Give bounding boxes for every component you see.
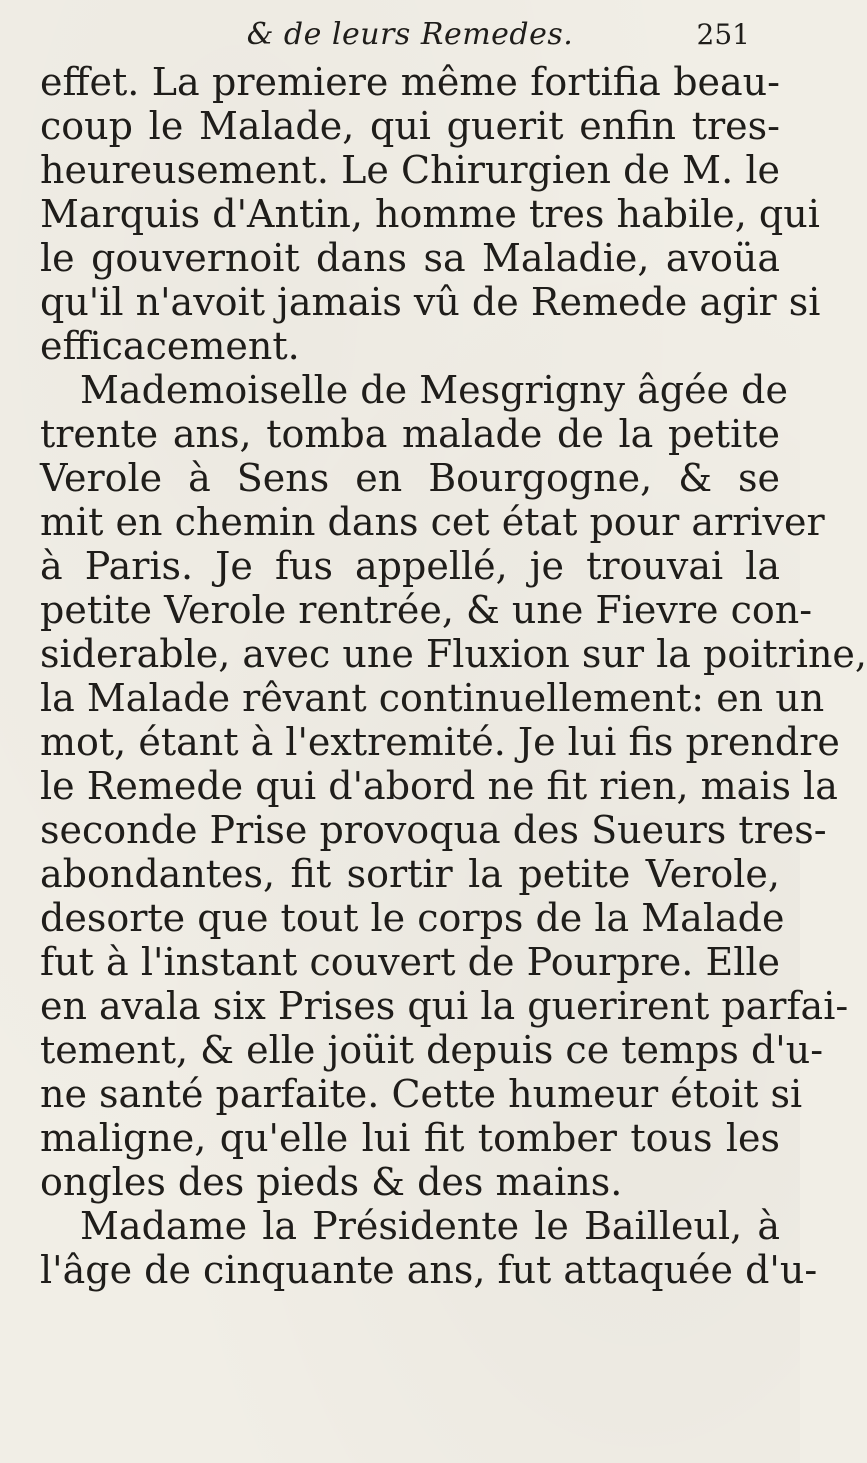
text-line: tement, & elle joüit depuis ce temps d'u- xyxy=(40,1028,824,1072)
text-line: en avala six Prises qui la guerirent parfai- xyxy=(40,984,849,1028)
text-line: ne santé parfaite. Cette humeur étoit si xyxy=(40,1072,803,1116)
text-line: à Paris. Je fus appellé, je trouvai la xyxy=(40,544,780,588)
text-line: Verole à Sens en Bourgogne, & se xyxy=(40,456,780,500)
text-line: efficacement. xyxy=(40,324,300,368)
text-line: petite Verole rentrée, & une Fievre con- xyxy=(40,588,813,632)
text-line: fut à l'instant couvert de Pourpre. Elle xyxy=(40,940,780,984)
text-line: maligne, qu'elle lui fit tomber tous les xyxy=(40,1116,780,1160)
body-text xyxy=(40,60,867,1292)
text-line: abondantes, fit sortir la petite Verole, xyxy=(40,852,780,896)
text-line: ongles des pieds & des mains. xyxy=(40,1160,623,1204)
text-line: heureusement. Le Chirurgien de M. le xyxy=(40,148,780,192)
text-line: seconde Prise provoqua des Sueurs tres- xyxy=(40,808,827,852)
text-line: le Remede qui d'abord ne fit rien, mais la xyxy=(40,764,838,808)
text-line: siderable, avec une Fluxion sur la poitrine, xyxy=(40,632,867,676)
text-line: l'âge de cinquante ans, fut attaquée d'u- xyxy=(40,1248,818,1292)
text-line: desorte que tout le corps de la Malade xyxy=(40,896,785,940)
text-line: mit en chemin dans cet état pour arriver xyxy=(40,500,825,544)
page-number: 251 xyxy=(696,18,750,51)
text-line: trente ans, tomba malade de la petite xyxy=(40,412,780,456)
text-line: qu'il n'avoit jamais vû de Remede agir si xyxy=(40,280,821,324)
running-head xyxy=(40,10,780,60)
text-line: mot, étant à l'extremité. Je lui fis prendre xyxy=(40,720,840,764)
text-line: coup le Malade, qui guerit enfin tres- xyxy=(40,104,780,148)
text-line: Mademoiselle de Mesgrigny âgée de xyxy=(80,368,788,412)
text-line: la Malade rêvant continuellement: en un xyxy=(40,676,825,720)
running-head-title: & de leurs Remedes. xyxy=(246,17,574,52)
text-line: le gouvernoit dans sa Maladie, avoüa xyxy=(40,236,780,280)
text-line: Madame la Présidente le Bailleul, à xyxy=(80,1204,780,1248)
text-line: Marquis d'Antin, homme tres habile, qui xyxy=(40,192,820,236)
text-line: effet. La premiere même fortifia beau- xyxy=(40,60,780,104)
